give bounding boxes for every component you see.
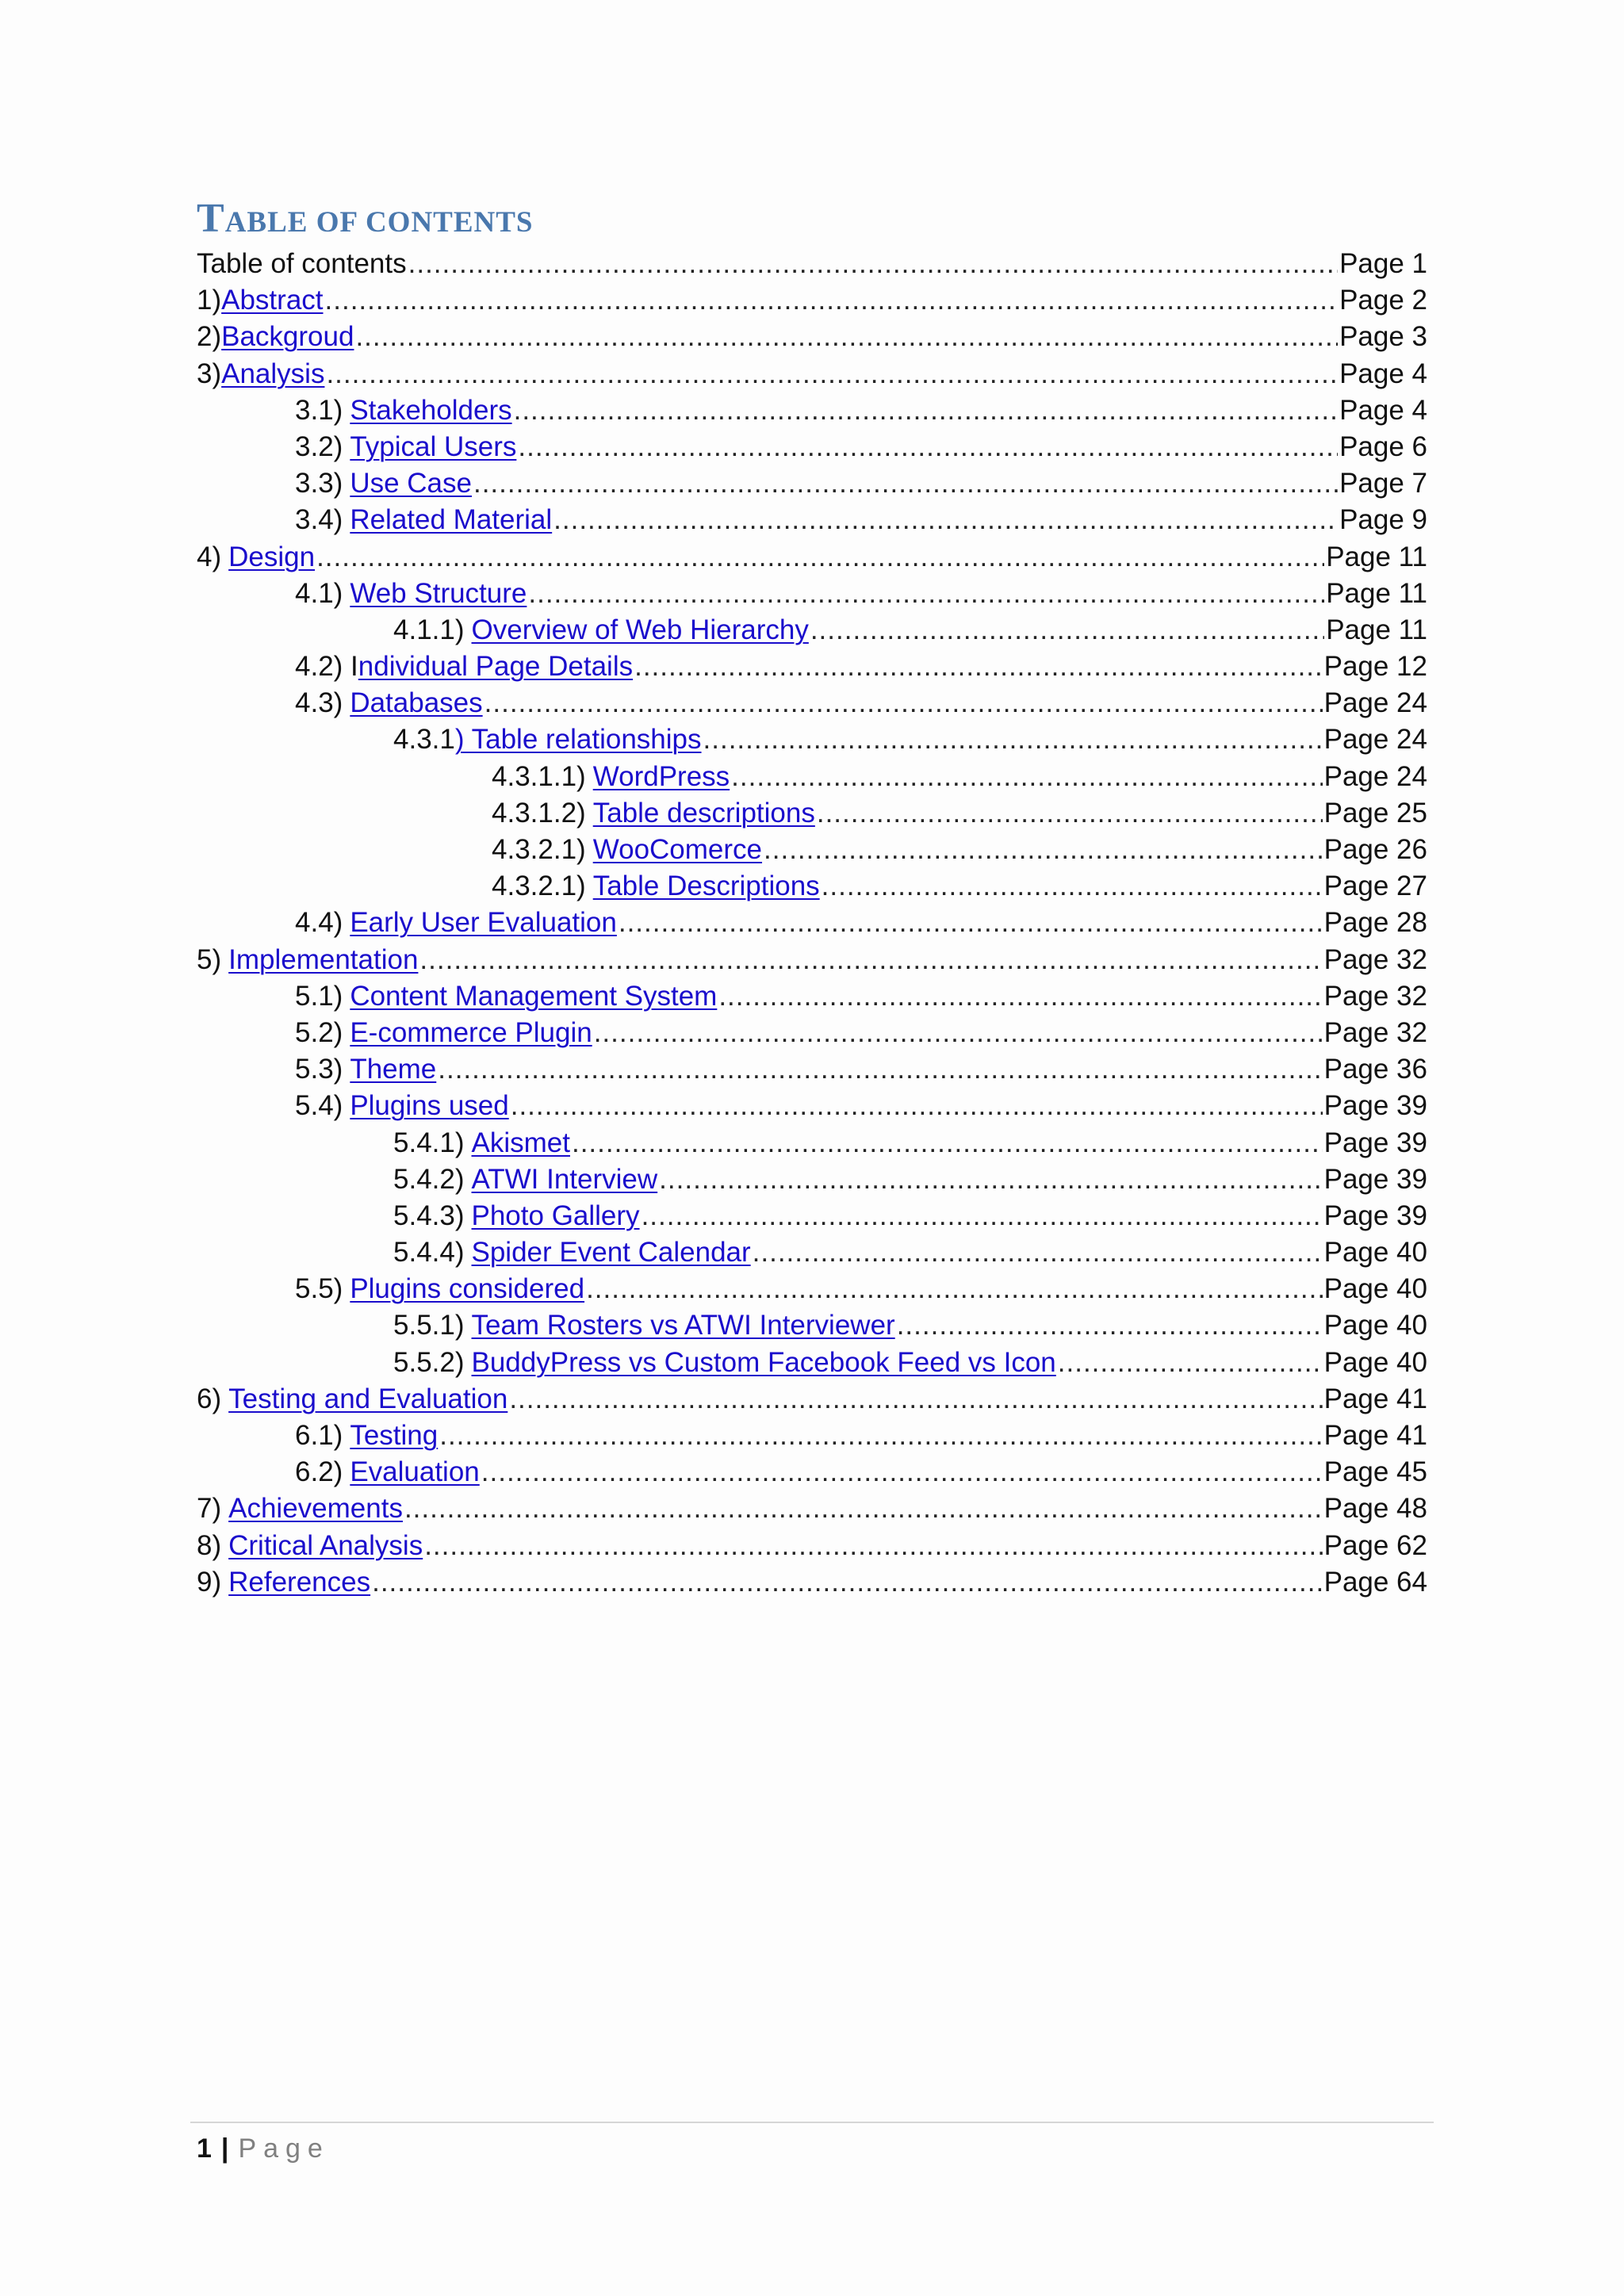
- document-page: [197, 198, 1427, 1601]
- toc-entry-page: Page 41: [1323, 1420, 1427, 1451]
- toc-dot-leader: [810, 612, 1324, 649]
- toc-heading: [197, 198, 1427, 239]
- toc-entry-number: 5.4.3): [393, 1200, 465, 1231]
- toc-entry-link[interactable]: Early User Evaluation: [350, 907, 617, 939]
- toc-dot-leader: [419, 942, 1322, 978]
- toc-dot-leader: [634, 649, 1323, 685]
- toc-dot-leader: [485, 685, 1323, 721]
- toc-entry-link[interactable]: Spider Event Calendar: [471, 1237, 751, 1269]
- toc-entry-page: Page 27: [1323, 871, 1427, 902]
- toc-entry-page: Page 36: [1323, 1054, 1427, 1085]
- toc-entry-number: 3): [197, 358, 222, 389]
- toc-dot-leader: [594, 1015, 1323, 1051]
- toc-entry-link[interactable]: WordPress: [592, 760, 730, 792]
- toc-entry-page: Page 41: [1323, 1383, 1427, 1414]
- toc-entry-link[interactable]: Abstract: [221, 285, 324, 316]
- page-footer: [197, 2131, 330, 2166]
- toc-entry[interactable]: [197, 356, 1427, 392]
- toc-entry-number: 5.3): [295, 1054, 343, 1085]
- toc-dot-leader: [372, 1564, 1322, 1601]
- toc-dot-leader: [764, 832, 1323, 868]
- toc-entry-link[interactable]: Typical Users: [350, 430, 517, 462]
- toc-entry[interactable]: [197, 685, 1427, 721]
- toc-entry-page: Page 48: [1323, 1493, 1427, 1525]
- toc-entry-link[interactable]: Analysis: [221, 358, 325, 389]
- toc-entry[interactable]: [197, 465, 1427, 502]
- toc-entry[interactable]: [197, 429, 1427, 465]
- toc-entry-link[interactable]: Akismet: [471, 1127, 570, 1158]
- toc-dot-leader: [659, 1161, 1322, 1198]
- toc-entry-link[interactable]: Plugins considered: [350, 1273, 585, 1305]
- toc-heading-initial: T: [197, 196, 225, 241]
- toc-entry-link[interactable]: Use Case: [350, 468, 472, 499]
- toc-entry-number: 5.5.1): [393, 1310, 465, 1341]
- toc-entry-number: 4.1): [295, 577, 343, 609]
- toc-entry-page: Page 28: [1323, 907, 1427, 939]
- toc-entry[interactable]: [197, 1345, 1427, 1381]
- toc-entry[interactable]: [197, 649, 1427, 685]
- toc-entry-number: 3.2): [295, 430, 343, 462]
- toc-entry-link[interactable]: BuddyPress vs Custom Facebook Feed vs Icon: [471, 1346, 1056, 1378]
- toc-entry[interactable]: [197, 282, 1427, 319]
- toc-entry[interactable]: [197, 868, 1427, 905]
- toc-entry[interactable]: [197, 502, 1427, 538]
- toc-entry-link[interactable]: ATWI Interview: [471, 1163, 658, 1195]
- toc-entry-page: Page 2: [1339, 285, 1427, 316]
- toc-entry-page: Page 3: [1339, 321, 1427, 353]
- toc-dot-leader: [355, 319, 1338, 355]
- toc-dot-leader: [424, 1528, 1322, 1564]
- toc-entry-page: Page 9: [1339, 504, 1427, 536]
- toc-entry-link[interactable]: Overview of Web Hierarchy: [471, 614, 809, 645]
- toc-entry: [197, 246, 1427, 282]
- toc-entry[interactable]: [197, 1088, 1427, 1124]
- toc-entry-number: 3.1): [295, 394, 343, 426]
- toc-entry-number: 4.3.2.1): [492, 834, 586, 865]
- toc-entry[interactable]: [197, 1234, 1427, 1271]
- toc-entry-number: 9): [197, 1566, 222, 1598]
- toc-entry[interactable]: [197, 1381, 1427, 1418]
- toc-dot-leader: [438, 1051, 1322, 1088]
- toc-entry-page: Page 11: [1326, 614, 1427, 645]
- toc-entry-link[interactable]: Achievements: [228, 1493, 403, 1525]
- toc-entry-page: Page 45: [1323, 1456, 1427, 1488]
- toc-dot-leader: [586, 1271, 1323, 1307]
- toc-entry[interactable]: [197, 759, 1427, 795]
- toc-dot-leader: [619, 905, 1323, 941]
- toc-entry-link[interactable]: Stakeholders: [350, 394, 512, 426]
- toc-entry[interactable]: [197, 1307, 1427, 1344]
- toc-dot-leader: [518, 429, 1338, 465]
- toc-entry-link[interactable]: Web Structure: [350, 577, 527, 609]
- toc-dot-leader: [325, 282, 1339, 319]
- toc-entry-page: Page 39: [1323, 1127, 1427, 1158]
- toc-entry[interactable]: [197, 1454, 1427, 1490]
- toc-entry-number: 4.2) I: [295, 651, 358, 683]
- toc-entry-page: Page 24: [1323, 687, 1427, 719]
- toc-entry-number: 2): [197, 321, 222, 353]
- toc-entry-page: Page 1: [1339, 248, 1427, 279]
- toc-dot-leader: [408, 246, 1338, 282]
- toc-entry-page: Page 62: [1323, 1529, 1427, 1561]
- toc-entry-link[interactable]: Team Rosters vs ATWI Interviewer: [471, 1310, 895, 1341]
- toc-entry-page: Page 24: [1323, 760, 1427, 792]
- toc-dot-leader: [731, 759, 1322, 795]
- toc-entry-link[interactable]: Testing: [350, 1420, 439, 1451]
- toc-entry-page: Page 32: [1323, 943, 1427, 975]
- toc-entry-number: 4.3.1: [393, 724, 455, 756]
- toc-entry-page: Page 39: [1323, 1090, 1427, 1122]
- toc-entry-page: Page 25: [1323, 797, 1427, 828]
- toc-entry[interactable]: [197, 1271, 1427, 1307]
- toc-dot-leader: [703, 721, 1323, 758]
- toc-entry-page: Page 11: [1326, 577, 1427, 609]
- toc-entry-link[interactable]: Critical Analysis: [228, 1529, 423, 1561]
- toc-dot-leader: [326, 356, 1338, 392]
- toc-entry-link[interactable]: Theme: [350, 1054, 437, 1085]
- toc-entry-number: 5.4.2): [393, 1163, 465, 1195]
- toc-entry-number: 5.5.2): [393, 1346, 465, 1378]
- toc-entry-link[interactable]: References: [228, 1566, 371, 1598]
- toc-dot-leader: [718, 978, 1322, 1015]
- toc-entry-page: Page 4: [1339, 394, 1427, 426]
- toc-entry[interactable]: [197, 1125, 1427, 1161]
- toc-entry-link[interactable]: Design: [228, 541, 316, 572]
- toc-entry-link[interactable]: Table Descriptions: [592, 871, 820, 902]
- toc-entry-page: Page 39: [1323, 1163, 1427, 1195]
- footer-page-word: Page: [238, 2133, 330, 2164]
- toc-entry-number: 5.4.4): [393, 1237, 465, 1269]
- toc-entry[interactable]: [197, 1161, 1427, 1198]
- toc-entry-page: Page 11: [1326, 541, 1427, 572]
- toc-dot-leader: [822, 868, 1323, 905]
- toc-list: [197, 246, 1427, 1601]
- toc-dot-leader: [514, 392, 1338, 429]
- toc-entry[interactable]: [197, 795, 1427, 832]
- toc-entry-page: Page 26: [1323, 834, 1427, 865]
- toc-entry-link[interactable]: Evaluation: [350, 1456, 480, 1488]
- toc-entry-page: Page 40: [1323, 1346, 1427, 1378]
- toc-entry-link[interactable]: Testing and Evaluation: [228, 1383, 508, 1414]
- toc-entry-page: Page 24: [1323, 724, 1427, 756]
- toc-entry[interactable]: [197, 1528, 1427, 1564]
- toc-entry-number: 4.4): [295, 907, 343, 939]
- toc-dot-leader: [572, 1125, 1323, 1161]
- toc-dot-leader: [473, 465, 1338, 502]
- toc-entry-number: 4.1.1): [393, 614, 465, 645]
- toc-entry-link[interactable]: Related Material: [350, 504, 553, 536]
- toc-dot-leader: [439, 1418, 1322, 1454]
- toc-entry[interactable]: [197, 1051, 1427, 1088]
- toc-dot-leader: [509, 1381, 1322, 1418]
- toc-entry[interactable]: [197, 978, 1427, 1015]
- toc-heading-rest: ABLE OF CONTENTS: [224, 206, 534, 239]
- toc-entry-link[interactable]: Table descriptions: [592, 797, 815, 828]
- toc-entry[interactable]: [197, 539, 1427, 576]
- toc-entry-page: Page 32: [1323, 1016, 1427, 1048]
- toc-entry[interactable]: [197, 1015, 1427, 1051]
- toc-entry[interactable]: [197, 1198, 1427, 1234]
- toc-entry-number: 5.5): [295, 1273, 343, 1305]
- toc-entry-page: Page 4: [1339, 358, 1427, 389]
- toc-entry[interactable]: [197, 576, 1427, 612]
- toc-entry-page: Page 40: [1323, 1237, 1427, 1269]
- toc-entry[interactable]: [197, 1418, 1427, 1454]
- toc-entry[interactable]: [197, 942, 1427, 978]
- toc-entry[interactable]: [197, 905, 1427, 941]
- toc-entry[interactable]: [197, 1564, 1427, 1601]
- toc-entry-number: 5): [197, 943, 222, 975]
- toc-entry-link[interactable]: ndividual Page Details: [358, 651, 634, 683]
- toc-dot-leader: [316, 539, 1324, 576]
- toc-entry-link[interactable]: Databases: [350, 687, 483, 719]
- toc-entry-number: 4.3.1.1): [492, 760, 586, 792]
- toc-entry[interactable]: [197, 1490, 1427, 1527]
- toc-dot-leader: [897, 1307, 1323, 1344]
- toc-entry[interactable]: [197, 832, 1427, 868]
- toc-entry-number: 6.1): [295, 1420, 343, 1451]
- toc-entry-link[interactable]: ) Table relationships: [454, 724, 702, 756]
- toc-entry-link[interactable]: Photo Gallery: [471, 1200, 640, 1231]
- footer-divider: [190, 2122, 1434, 2123]
- toc-dot-leader: [642, 1198, 1323, 1234]
- toc-entry-number: 3.3): [295, 468, 343, 499]
- toc-dot-leader: [553, 502, 1338, 538]
- toc-dot-leader: [817, 795, 1323, 832]
- footer-separator: |: [220, 2133, 229, 2164]
- toc-entry-number: 1): [197, 285, 222, 316]
- toc-dot-leader: [753, 1234, 1323, 1271]
- toc-entry-number: 4.3.2.1): [492, 871, 586, 902]
- toc-entry-number: 5.2): [295, 1016, 343, 1048]
- toc-entry-number: 7): [197, 1493, 222, 1525]
- footer-page-number: 1: [197, 2133, 212, 2164]
- toc-entry-page: Page 39: [1323, 1200, 1427, 1231]
- toc-entry[interactable]: [197, 392, 1427, 429]
- toc-entry-link[interactable]: Backgroud: [221, 321, 354, 353]
- toc-entry-link[interactable]: Content Management System: [350, 980, 718, 1012]
- toc-entry-page: Page 40: [1323, 1310, 1427, 1341]
- toc-entry-page: Page 32: [1323, 980, 1427, 1012]
- toc-entry-link[interactable]: Implementation: [228, 943, 419, 975]
- toc-entry-page: Page 7: [1339, 468, 1427, 499]
- toc-entry-number: 6): [197, 1383, 222, 1414]
- toc-dot-leader: [1058, 1345, 1323, 1381]
- toc-entry-number: 4.3.1.2): [492, 797, 586, 828]
- toc-dot-leader: [528, 576, 1324, 612]
- toc-entry-page: Page 12: [1323, 651, 1427, 683]
- toc-entry-number: 4): [197, 541, 222, 572]
- toc-entry-number: 6.2): [295, 1456, 343, 1488]
- toc-entry[interactable]: [197, 721, 1427, 758]
- toc-entry-link[interactable]: WooComerce: [592, 834, 763, 865]
- toc-entry-number: 3.4): [295, 504, 343, 536]
- toc-entry[interactable]: [197, 612, 1427, 649]
- toc-dot-leader: [404, 1490, 1323, 1527]
- toc-entry-link[interactable]: Plugins used: [350, 1090, 509, 1122]
- toc-entry[interactable]: [197, 319, 1427, 355]
- toc-entry-number: 5.1): [295, 980, 343, 1012]
- toc-dot-leader: [481, 1454, 1323, 1490]
- toc-entry-link[interactable]: E-commerce Plugin: [350, 1016, 592, 1048]
- toc-entry-number: 5.4.1): [393, 1127, 465, 1158]
- toc-entry-page: Page 64: [1323, 1566, 1427, 1598]
- toc-entry-number: 4.3): [295, 687, 343, 719]
- toc-entry-number: 8): [197, 1529, 222, 1561]
- toc-entry-title: Table of contents: [197, 248, 407, 279]
- toc-entry-number: 5.4): [295, 1090, 343, 1122]
- toc-dot-leader: [511, 1088, 1323, 1124]
- toc-entry-page: Page 40: [1323, 1273, 1427, 1305]
- toc-entry-page: Page 6: [1339, 430, 1427, 462]
